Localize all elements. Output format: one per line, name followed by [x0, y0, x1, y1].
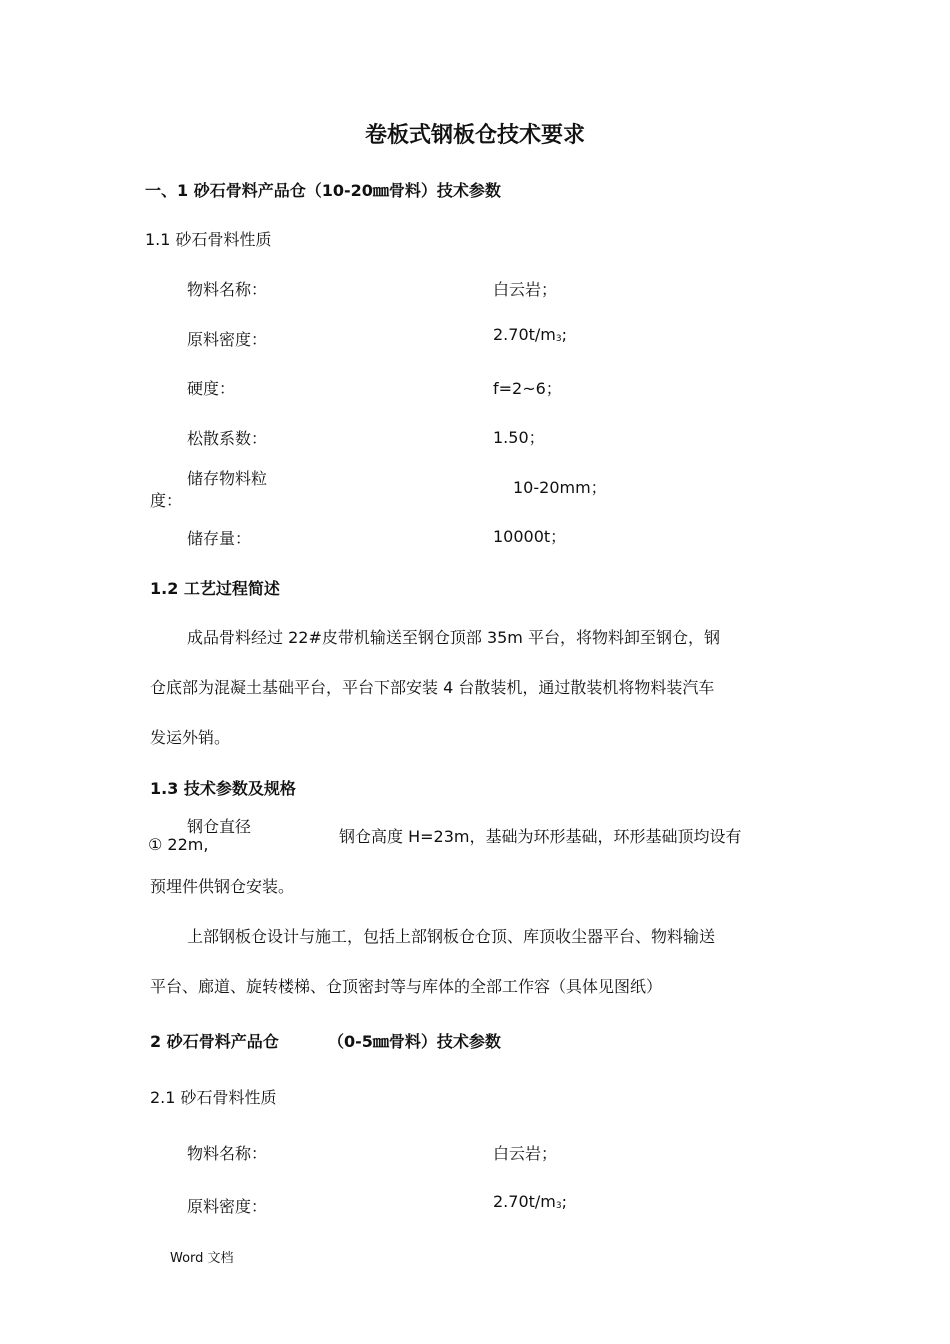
s11-value-storage: 10000t； — [493, 527, 567, 546]
s21-value-density: $2.70t/m_3$; — [493, 1192, 567, 1211]
document-title: 卷板式钢板仓技术要求 — [364, 123, 585, 148]
s21-value-material: 白云岩； — [493, 1144, 558, 1163]
s11-value-loose-coefficient: 1.50； — [493, 428, 545, 447]
s11-value-material: 白云岩； — [493, 280, 558, 299]
s13-diameter-value: ① 22m, — [148, 835, 209, 854]
page-footer: Word 文档 — [170, 1251, 234, 1266]
s11-label-loose-coefficient: 松散系数： — [187, 429, 268, 448]
s11-value-particle-size: 10-20mm； — [513, 478, 607, 497]
subsection-2-1-heading: 2.1 砂石骨料性质 — [150, 1088, 277, 1107]
s11-label-material: 物料名称： — [187, 280, 268, 299]
s11-value-hardness: f=2~6； — [493, 379, 562, 398]
s11-label-particle-size-line2: 度： — [150, 491, 183, 510]
subsection-1-2-heading: 1.2 工艺过程简述 — [150, 579, 280, 598]
s12-paragraph-line3: 发运外销。 — [150, 728, 231, 747]
s12-paragraph-line1: 成品骨料经过 22#皮带机输送至钢仓顶部 35m 平台，将物料卸至钢仓，钢 — [187, 628, 720, 647]
s21-label-material: 物料名称： — [187, 1144, 268, 1163]
s13-paragraph-b-line1: 上部钢板仓设计与施工，包括上部钢板仓仓顶、库顶收尘器平台、物料输送 — [187, 927, 716, 946]
s12-paragraph-line2: 仓底部为混凝土基础平台，平台下部安装 4 台散装机，通过散装机将物料装汽车 — [150, 678, 715, 697]
s21-label-density: 原料密度： — [187, 1197, 268, 1216]
s11-label-storage: 储存量： — [187, 529, 252, 548]
section-1-heading: 一、1 砂石骨料产品仓（10-20㎜骨料）技术参数 — [145, 181, 501, 200]
section-2-heading-part2: （0-5㎜骨料）技术参数 — [328, 1032, 501, 1051]
s13-paragraph-a-line3: 预埋件供钢仓安装。 — [150, 877, 295, 896]
section-2-heading-part1: 2 砂石骨料产品仓 — [150, 1032, 279, 1051]
s11-label-hardness: 硬度： — [187, 379, 236, 398]
s11-label-particle-size-line1: 储存物料粒 — [187, 469, 268, 488]
s11-label-density: 原料密度： — [187, 330, 268, 349]
subsection-1-3-heading: 1.3 技术参数及规格 — [150, 779, 296, 798]
s13-height-text: 钢仓高度 H=23m，基础为环形基础，环形基础顶均设有 — [339, 827, 742, 846]
s13-paragraph-b-line2: 平台、廊道、旋转楼梯、仓顶密封等与库体的全部工作容（具体见图纸） — [150, 977, 663, 996]
s13-diameter-label: 钢仓直径 — [187, 817, 252, 836]
s11-value-density: $2.70t/m_3$; — [493, 325, 567, 344]
subsection-1-1-heading: 1.1 砂石骨料性质 — [145, 230, 272, 249]
